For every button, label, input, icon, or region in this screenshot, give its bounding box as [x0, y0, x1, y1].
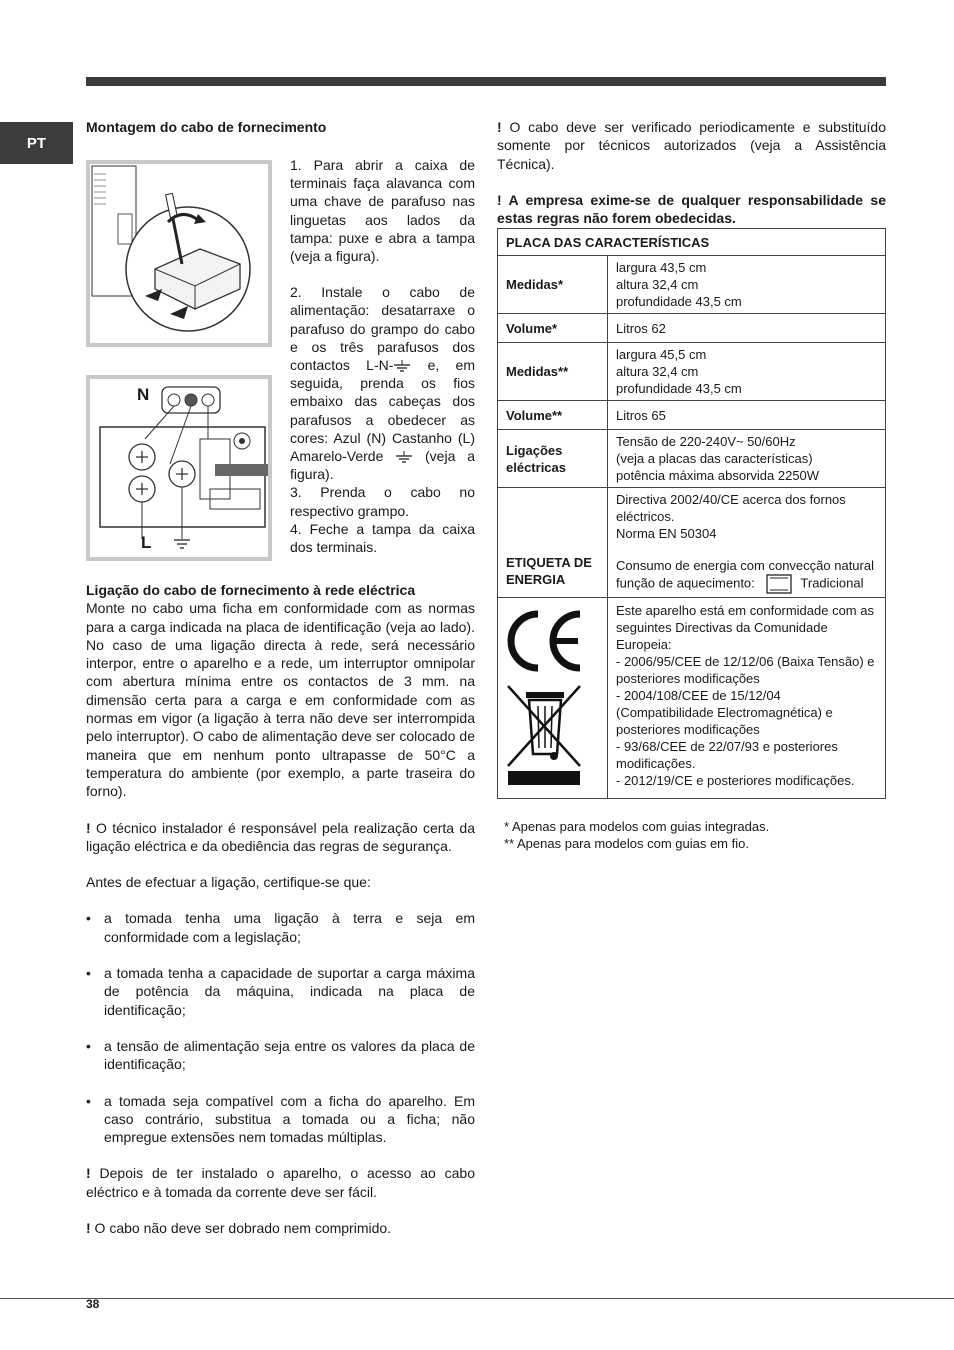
- table-row-energy: ETIQUETA DE ENERGIA Directiva 2002/40/CE acerca dos fornos eléctricos. Norma EN 50304 Consumo de energia com convecção natural função de aquecimento: Tradicional: [498, 488, 886, 598]
- oven-icon: [766, 574, 792, 594]
- note-integrated: * Apenas para modelos com guias integradas.: [504, 819, 770, 834]
- paragraph-plug: Monte no cabo uma ficha em conformidade com as normas para a carga indicada na placa de identificação (veja ao lado). No caso de uma ligação directa à rede, será necessário interpor, entre o aparelho e a rede, um interruptor omnipolar com abertura mínima entre os contactos de 3 mm. na dimensão certa para a carga e em conformidade com as normas em vigor (a ligação à terra não deve ser interrompida pelo interruptor). O cabo de alimentação deve ser colocado de maneira que em nenhum ponto ultrapasse de 50°C a temperatura do ambiente (por exemplo, a parte traseira do forno).: [86, 600, 475, 800]
- step-1: 1. Para abrir a caixa de terminais faça alavanca com uma chave de parafuso nas linguetas aos lados da tampa: puxe e abra a tampa (veja a figura).: [290, 157, 475, 265]
- table-row: Medidas* largura 43,5 cm altura 32,4 cm profundidade 43,5 cm: [498, 256, 886, 314]
- table-row-ce: Este aparelho está em conformidade com as seguintes Directivas da Comunidade Europeia: - 2006/95/CEE de 12/12/06 (Baixa Tensão) e posteriores modificações - 2004/108/CEE de 15/12/04 (Compatibilidade Electromagnética) e posteriores modificações - 93/68/CEE de 22/07/93 e posteriores modificações. - 2012/19/CE e posteriores modificações.: [498, 598, 886, 799]
- list-item: • a tomada tenha uma ligação à terra e seja em conformidade com a legislação;: [86, 910, 475, 945]
- figure-terminal-wiring: [86, 375, 272, 561]
- paragraph-access: ! Depois de ter instalado o aparelho, o acesso ao cabo eléctrico e à tomada da corrente deve ser fácil.: [86, 1165, 475, 1200]
- paragraph-no-bend: ! O cabo não deve ser dobrado nem comprimido.: [86, 1220, 392, 1237]
- left-column: [86, 118, 475, 136]
- table-header: PLACA DAS CARACTERÍSTICAS: [498, 229, 886, 256]
- heading-mains-connection: Ligação do cabo de fornecimento à rede eléctrica: [86, 582, 416, 598]
- ground-icon: [393, 360, 411, 372]
- paragraph-cable-check: ! O cabo deve ser verificado periodicamente e substituído somente por técnicos autorizados (veja a Assistência Técnica).: [497, 119, 886, 172]
- page-number: 38: [86, 1297, 100, 1311]
- assembly-steps: [290, 156, 475, 556]
- terminal-box-illustration: [90, 164, 268, 343]
- table-row: Volume* Litros 62: [498, 314, 886, 343]
- heading-cable-assembly: Montagem do cabo de fornecimento: [86, 119, 327, 135]
- list-item: • a tensão de alimentação seja entre os valores da placa de identificação;: [86, 1037, 475, 1073]
- wiring-diagram: [90, 379, 268, 557]
- list-item: • a tomada tenha a capacidade de suportar a carga máxima de potência da máquina, indicada na placa de identificação;: [86, 965, 475, 1018]
- step-4: 4. Feche a tampa da caixa dos terminais.: [290, 520, 475, 556]
- right-column: [497, 118, 886, 227]
- language-tab: PT: [0, 122, 73, 164]
- paragraph-liability: ! A empresa exime-se de qualquer responsabilidade se estas regras não forem obedecidas.: [497, 191, 886, 227]
- table-notes: [504, 818, 769, 852]
- ground-icon: [395, 451, 413, 463]
- label-neutral: N: [137, 385, 150, 404]
- paragraph-before-connecting: Antes de efectuar a ligação, certifique-se que:: [86, 874, 371, 891]
- table-row: Ligações eléctricas Tensão de 220-240V~ 50/60Hz (veja a placas das características) potência máxima absorvida 2250W: [498, 430, 886, 488]
- mains-connection-section: [86, 581, 475, 1237]
- crossed-bin-icon: [508, 686, 580, 785]
- note-wire: ** Apenas para modelos com guias em fio.: [504, 836, 749, 851]
- label-live: L: [141, 533, 152, 552]
- step-2: 2. Instale o cabo de alimentação: desatarraxe o parafuso do grampo do cabo e os três parafusos dos contactos L-N- e, em seguida, prenda os fios embaixo das cabeças dos parafusos a obedecer as cores: Azul (N) Castanho (L) Amarelo-Verde (veja a figura).: [290, 284, 475, 483]
- step-3: 3. Prenda o cabo no respectivo grampo.: [290, 484, 475, 519]
- top-bar: [86, 77, 886, 86]
- characteristics-table: [497, 228, 886, 799]
- list-item: • a tomada seja compatível com a ficha do aparelho. Em caso contrário, substitua a tomada ou a ficha; não empregue extensões nem tomadas múltiplas.: [86, 1092, 475, 1146]
- table-row: Volume** Litros 65: [498, 401, 886, 430]
- ce-mark-icon: [502, 606, 586, 786]
- footer-line: [0, 1298, 954, 1299]
- paragraph-installer: ! O técnico instalador é responsável pela realização certa da ligação eléctrica e da obediência das regras de segurança.: [86, 819, 475, 854]
- figure-terminal-box: [86, 160, 272, 347]
- table-row: Medidas** largura 45,5 cm altura 32,4 cm profundidade 43,5 cm: [498, 343, 886, 401]
